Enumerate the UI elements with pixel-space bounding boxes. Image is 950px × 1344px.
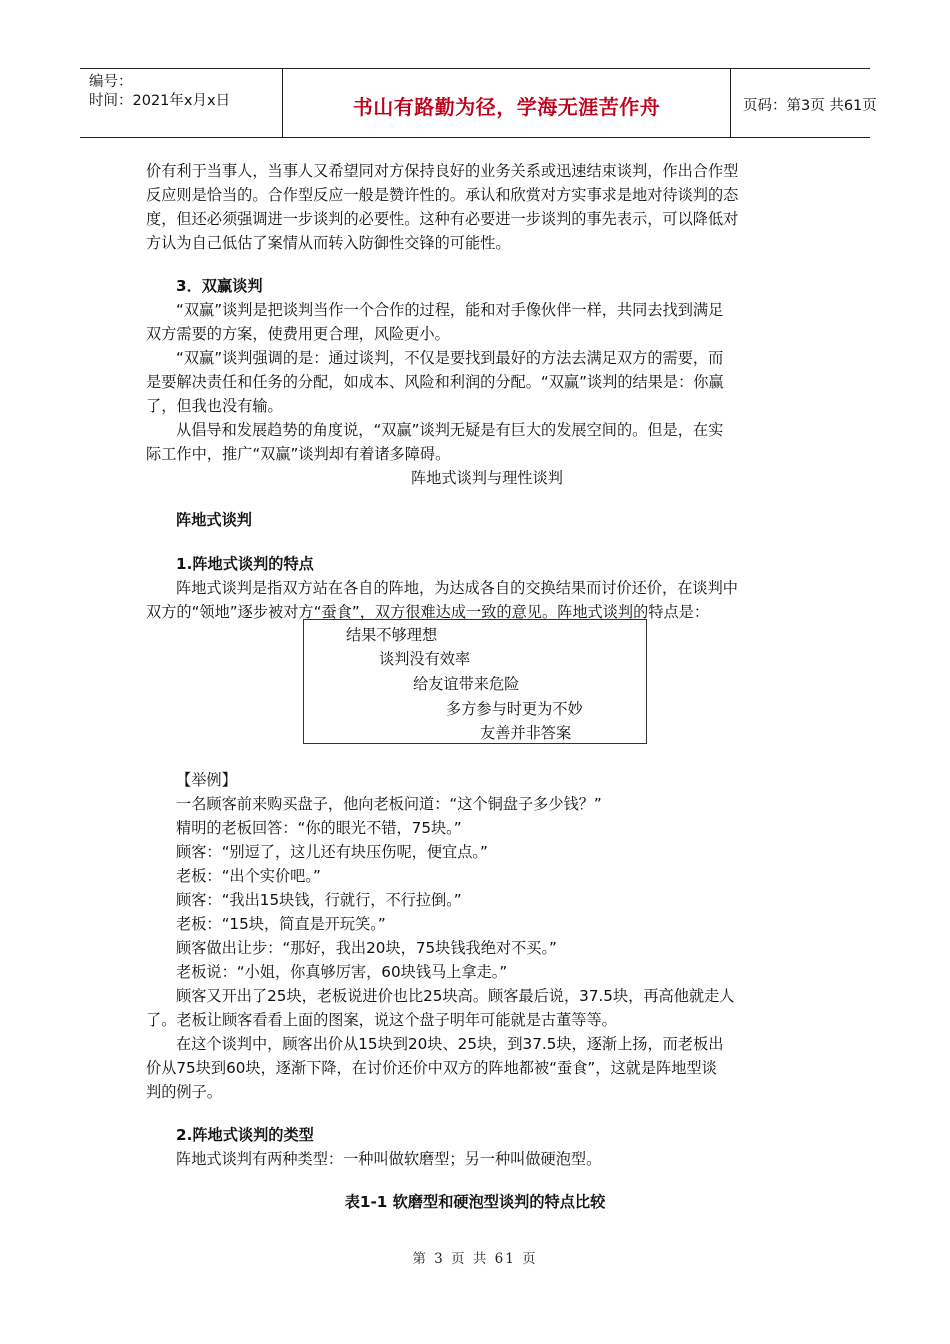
body-paragraph-line: 方认为自己低估了案情从而转入防御性交锋的可能性。 [146, 234, 511, 252]
body-paragraph-line: 了，但我也没有输。 [146, 397, 283, 415]
example-line: 老板说：“小姐，你真够厉害，60块钱马上拿走。” [176, 963, 508, 981]
body-paragraph-line: 双方需要的方案，使费用更合理，风险更小。 [146, 325, 450, 343]
document-number-label: 编号： [89, 74, 133, 90]
body-paragraph-line: 在这个谈判中，顾客出价从15块到20块、25块，到37.5块，逐渐上扬，而老板出 [176, 1035, 724, 1053]
example-line: 顾客：“别逗了，这儿还有块压伤呢，便宜点。” [176, 843, 488, 861]
header-motto: 书山有路勤为径，学海无涯苦作舟 [352, 95, 661, 119]
body-paragraph-line: 阵地式谈判是指双方站在各自的阵地，为达成各自的交换结果而讨价还价，在谈判中 [176, 579, 738, 597]
header-motto-cell [283, 69, 731, 137]
example-line: 了。老板让顾客看看上面的图案，说这个盘子明年可能就是古董等等。 [146, 1011, 617, 1029]
table-caption: 表1-1 软磨型和硬泡型谈判的特点比较 [344, 1193, 606, 1211]
section-heading-positional: 阵地式谈判 [176, 511, 252, 529]
subsection-heading-features: 1.阵地式谈判的特点 [176, 555, 314, 573]
body-paragraph-line: 从倡导和发展趋势的角度说，“双赢”谈判无疑是有巨大的发展空间的。但是，在实 [176, 421, 724, 439]
feature-item: 多方参与时更为不妙 [446, 700, 583, 718]
example-line: 顾客：“我出15块钱，行就行，不行拉倒。” [176, 891, 462, 909]
feature-item: 谈判没有效率 [379, 650, 471, 668]
example-line: 精明的老板回答：“你的眼光不错，75块。” [176, 819, 462, 837]
body-paragraph-line: 度，但还必须强调进一步谈判的必要性。这种有必要进一步谈判的事先表示，可以降低对 [146, 210, 739, 228]
chapter-title: 阵地式谈判与理性谈判 [411, 469, 563, 487]
body-paragraph-line: 价从75块到60块，逐渐下降，在讨价还价中双方的阵地都被“蚕食”，这就是阵地型谈 [146, 1059, 717, 1077]
header-table [80, 68, 877, 138]
body-paragraph-line: 反应则是恰当的。合作型反应一般是赞许性的。承认和欣赏对方实事求是地对待谈判的态 [146, 186, 739, 204]
body-paragraph-line: 际工作中，推广“双赢”谈判却有着诸多障碍。 [146, 445, 451, 463]
feature-item: 友善并非答案 [480, 724, 572, 742]
feature-item: 给友谊带来危险 [413, 675, 520, 693]
section-heading-win-win: 3．双赢谈判 [176, 277, 263, 295]
header-page-info: 页码：第3页 共61页 [743, 98, 877, 114]
example-line: 老板：“15块，简直是开玩笑。” [176, 915, 386, 933]
body-paragraph-line: 双方的“领地”逐步被对方“蚕食”，双方很难达成一致的意见。阵地式谈判的特点是： [146, 603, 710, 621]
header-left-cell [80, 69, 283, 137]
example-line: 老板：“出个实价吧。” [176, 867, 321, 885]
document-date-label: 时间：2021年x月x日 [89, 93, 231, 109]
page-footer: 第 3 页 共 61 页 [412, 1251, 538, 1267]
example-line: 顾客又开出了25块，老板说进价也比25块高。顾客最后说，37.5块，再高他就走人 [176, 987, 735, 1005]
body-paragraph-line: 价有利于当事人，当事人又希望同对方保持良好的业务关系或迅速结束谈判，作出合作型 [146, 162, 739, 180]
body-paragraph-line: 是要解决责任和任务的分配，如成本、风险和利润的分配。“双赢”谈判的结果是：你赢 [146, 373, 724, 391]
features-box [303, 619, 647, 744]
body-paragraph-line: “双赢”谈判是把谈判当作一个合作的过程，能和对手像伙伴一样，共同去找到满足 [176, 301, 724, 319]
example-heading: 【举例】 [176, 771, 237, 789]
example-line: 一名顾客前来购买盘子，他向老板问道：“这个铜盘子多少钱？” [176, 795, 602, 813]
body-paragraph-line: 阵地式谈判有两种类型：一种叫做软磨型；另一种叫做硬泡型。 [176, 1150, 602, 1168]
feature-item: 结果不够理想 [346, 626, 438, 644]
body-paragraph-line: 判的例子。 [146, 1083, 222, 1101]
header-page-cell [731, 69, 877, 137]
example-line: 顾客做出让步：“那好，我出20块，75块钱我绝对不买。” [176, 939, 557, 957]
body-paragraph-line: “双赢”谈判强调的是：通过谈判，不仅是要找到最好的方法去满足双方的需要，而 [176, 349, 724, 367]
subsection-heading-types: 2.阵地式谈判的类型 [176, 1126, 314, 1144]
